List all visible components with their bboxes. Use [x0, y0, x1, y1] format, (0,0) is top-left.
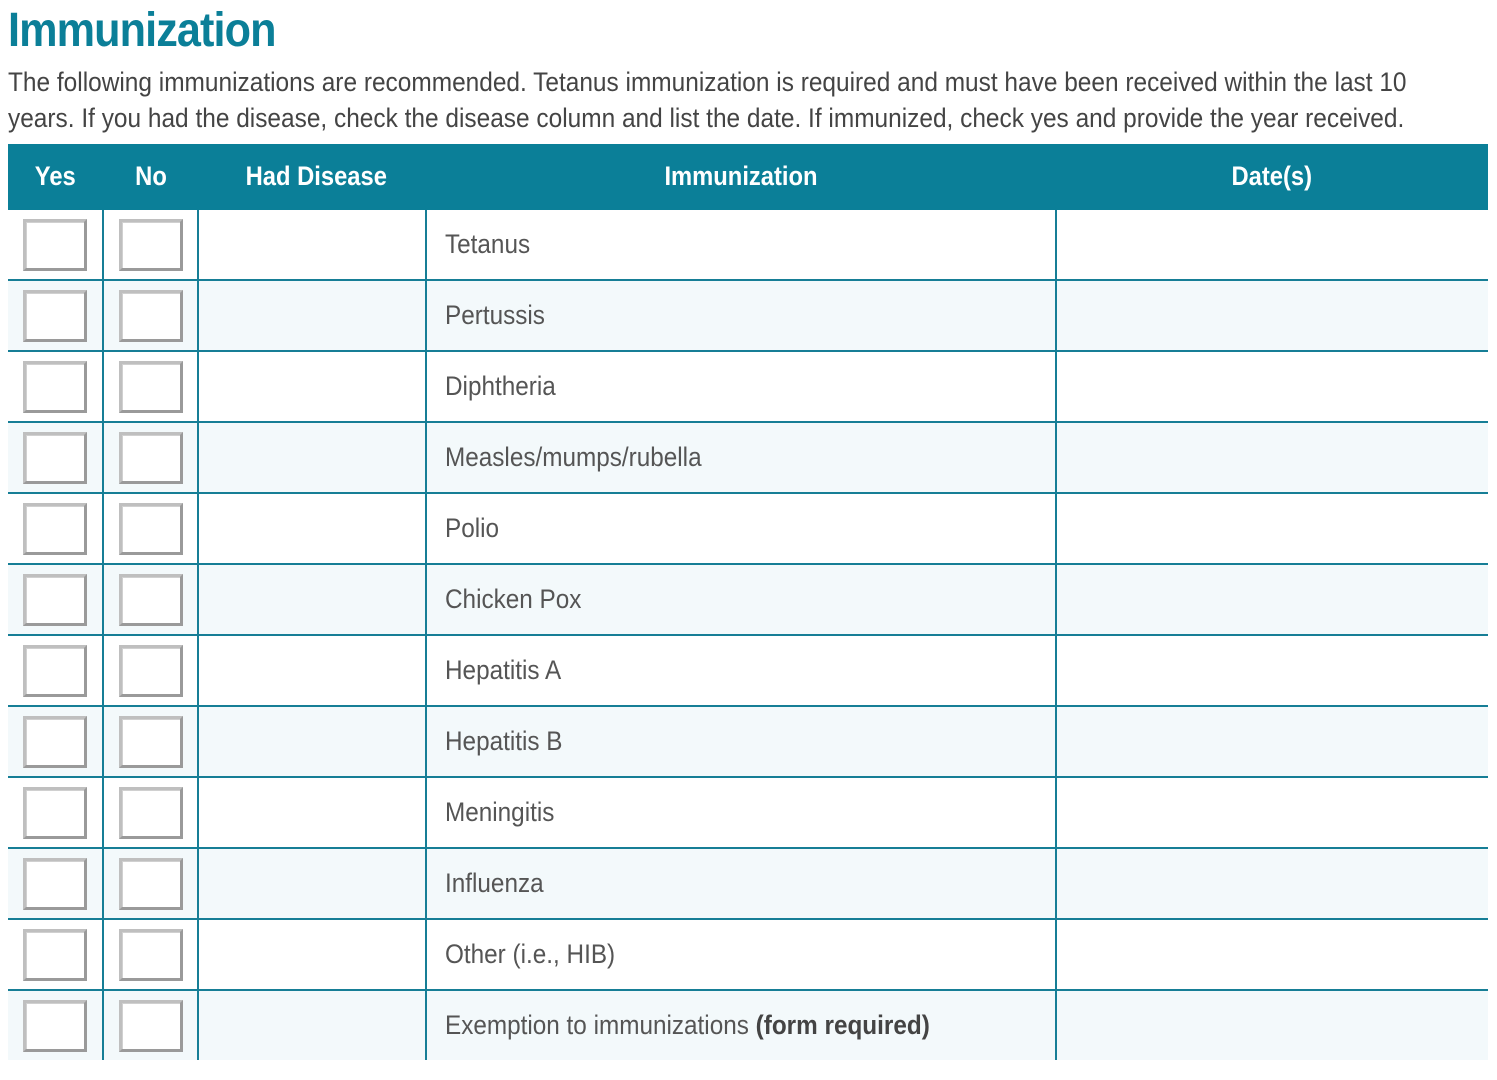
immunization-label	[426, 351, 1056, 422]
no-cell	[103, 564, 198, 635]
yes-checkbox[interactable]	[23, 503, 87, 555]
dates-field[interactable]	[1056, 635, 1488, 706]
immunization-name: Exemption to immunizations	[445, 1010, 756, 1040]
dates-field[interactable]	[1056, 351, 1488, 422]
yes-cell	[8, 280, 103, 351]
immunization-label	[426, 848, 1056, 919]
had-disease-field[interactable]	[198, 919, 426, 990]
immunization-label	[426, 564, 1056, 635]
immunization-name: Meningitis	[445, 797, 555, 827]
immunization-name: Chicken Pox	[445, 584, 582, 614]
immunization-label	[426, 493, 1056, 564]
yes-checkbox[interactable]	[23, 432, 87, 484]
no-checkbox[interactable]	[119, 219, 183, 271]
immunization-label	[426, 422, 1056, 493]
had-disease-field[interactable]	[198, 280, 426, 351]
table-row	[8, 351, 1488, 422]
immunization-label	[426, 706, 1056, 777]
dates-field[interactable]	[1056, 706, 1488, 777]
no-checkbox[interactable]	[119, 290, 183, 342]
table-row	[8, 706, 1488, 777]
table-row	[8, 493, 1488, 564]
immunization-label	[426, 280, 1056, 351]
had-disease-field[interactable]	[198, 777, 426, 848]
immunization-name: Tetanus	[445, 229, 531, 259]
immunization-name: Influenza	[445, 868, 544, 898]
header-immunization: Immunization	[426, 144, 1056, 209]
no-checkbox[interactable]	[119, 787, 183, 839]
had-disease-field[interactable]	[198, 848, 426, 919]
yes-checkbox[interactable]	[23, 290, 87, 342]
header-yes: Yes	[8, 144, 103, 209]
yes-cell	[8, 351, 103, 422]
dates-field[interactable]	[1056, 848, 1488, 919]
yes-cell	[8, 422, 103, 493]
yes-cell	[8, 848, 103, 919]
had-disease-field[interactable]	[198, 706, 426, 777]
header-dates: Date(s)	[1056, 144, 1488, 209]
yes-checkbox[interactable]	[23, 787, 87, 839]
no-cell	[103, 990, 198, 1060]
immunization-label	[426, 635, 1056, 706]
header-no: No	[103, 144, 198, 209]
no-checkbox[interactable]	[119, 1000, 183, 1052]
intro-paragraph	[8, 64, 1456, 136]
had-disease-field[interactable]	[198, 351, 426, 422]
had-disease-field[interactable]	[198, 422, 426, 493]
table-row	[8, 564, 1488, 635]
immunization-label	[426, 990, 1056, 1060]
had-disease-field[interactable]	[198, 635, 426, 706]
header-row	[8, 144, 1488, 209]
yes-checkbox[interactable]	[23, 645, 87, 697]
immunization-label	[426, 209, 1056, 280]
yes-cell	[8, 209, 103, 280]
no-checkbox[interactable]	[119, 858, 183, 910]
yes-checkbox[interactable]	[23, 361, 87, 413]
dates-field[interactable]	[1056, 280, 1488, 351]
no-cell	[103, 422, 198, 493]
immunization-name: Hepatitis B	[445, 726, 563, 756]
had-disease-field[interactable]	[198, 493, 426, 564]
dates-field[interactable]	[1056, 564, 1488, 635]
table-row	[8, 990, 1488, 1060]
yes-cell	[8, 990, 103, 1060]
yes-cell	[8, 493, 103, 564]
immunization-name: Other (i.e., HIB)	[445, 939, 616, 969]
yes-checkbox[interactable]	[23, 1000, 87, 1052]
no-checkbox[interactable]	[119, 503, 183, 555]
immunization-table	[8, 144, 1488, 1060]
no-checkbox[interactable]	[119, 574, 183, 626]
immunization-name: Diphtheria	[445, 371, 556, 401]
yes-checkbox[interactable]	[23, 574, 87, 626]
dates-field[interactable]	[1056, 919, 1488, 990]
table-row	[8, 635, 1488, 706]
table-header	[8, 144, 1488, 209]
immunization-label	[426, 919, 1056, 990]
dates-field[interactable]	[1056, 493, 1488, 564]
no-cell	[103, 777, 198, 848]
no-checkbox[interactable]	[119, 929, 183, 981]
table-row	[8, 848, 1488, 919]
table-body	[8, 209, 1488, 1060]
yes-cell	[8, 919, 103, 990]
no-checkbox[interactable]	[119, 716, 183, 768]
no-cell	[103, 209, 198, 280]
no-cell	[103, 280, 198, 351]
no-cell	[103, 493, 198, 564]
dates-field[interactable]	[1056, 990, 1488, 1060]
no-checkbox[interactable]	[119, 432, 183, 484]
no-checkbox[interactable]	[119, 361, 183, 413]
immunization-name: Pertussis	[445, 300, 545, 330]
immunization-label	[426, 777, 1056, 848]
yes-cell	[8, 635, 103, 706]
no-cell	[103, 848, 198, 919]
had-disease-field[interactable]	[198, 990, 426, 1060]
yes-checkbox[interactable]	[23, 716, 87, 768]
yes-checkbox[interactable]	[23, 929, 87, 981]
intro-line-1: The following immunizations are recommended. Tetanus immunization is required and must have been received within the last 10	[8, 67, 1407, 97]
no-cell	[103, 351, 198, 422]
no-cell	[103, 919, 198, 990]
immunization-name: Polio	[445, 513, 500, 543]
table-row	[8, 777, 1488, 848]
yes-checkbox[interactable]	[23, 219, 87, 271]
dates-field[interactable]	[1056, 777, 1488, 848]
immunization-name: Measles/mumps/rubella	[445, 442, 702, 472]
yes-cell	[8, 564, 103, 635]
table-row	[8, 422, 1488, 493]
immunization-name: Hepatitis A	[445, 655, 562, 685]
dates-field[interactable]	[1056, 422, 1488, 493]
table-row	[8, 209, 1488, 280]
dates-field[interactable]	[1056, 209, 1488, 280]
form-required-note: (form required)	[755, 1010, 930, 1040]
table-row	[8, 919, 1488, 990]
yes-checkbox[interactable]	[23, 858, 87, 910]
had-disease-field[interactable]	[198, 209, 426, 280]
no-checkbox[interactable]	[119, 645, 183, 697]
page-title: Immunization	[8, 4, 276, 57]
yes-cell	[8, 777, 103, 848]
had-disease-field[interactable]	[198, 564, 426, 635]
table-row	[8, 280, 1488, 351]
no-cell	[103, 635, 198, 706]
intro-line-2: years. If you had the disease, check the disease column and list the date. If immunized, check yes and provide the year received.	[8, 103, 1405, 133]
header-had-disease: Had Disease	[198, 144, 426, 209]
yes-cell	[8, 706, 103, 777]
no-cell	[103, 706, 198, 777]
